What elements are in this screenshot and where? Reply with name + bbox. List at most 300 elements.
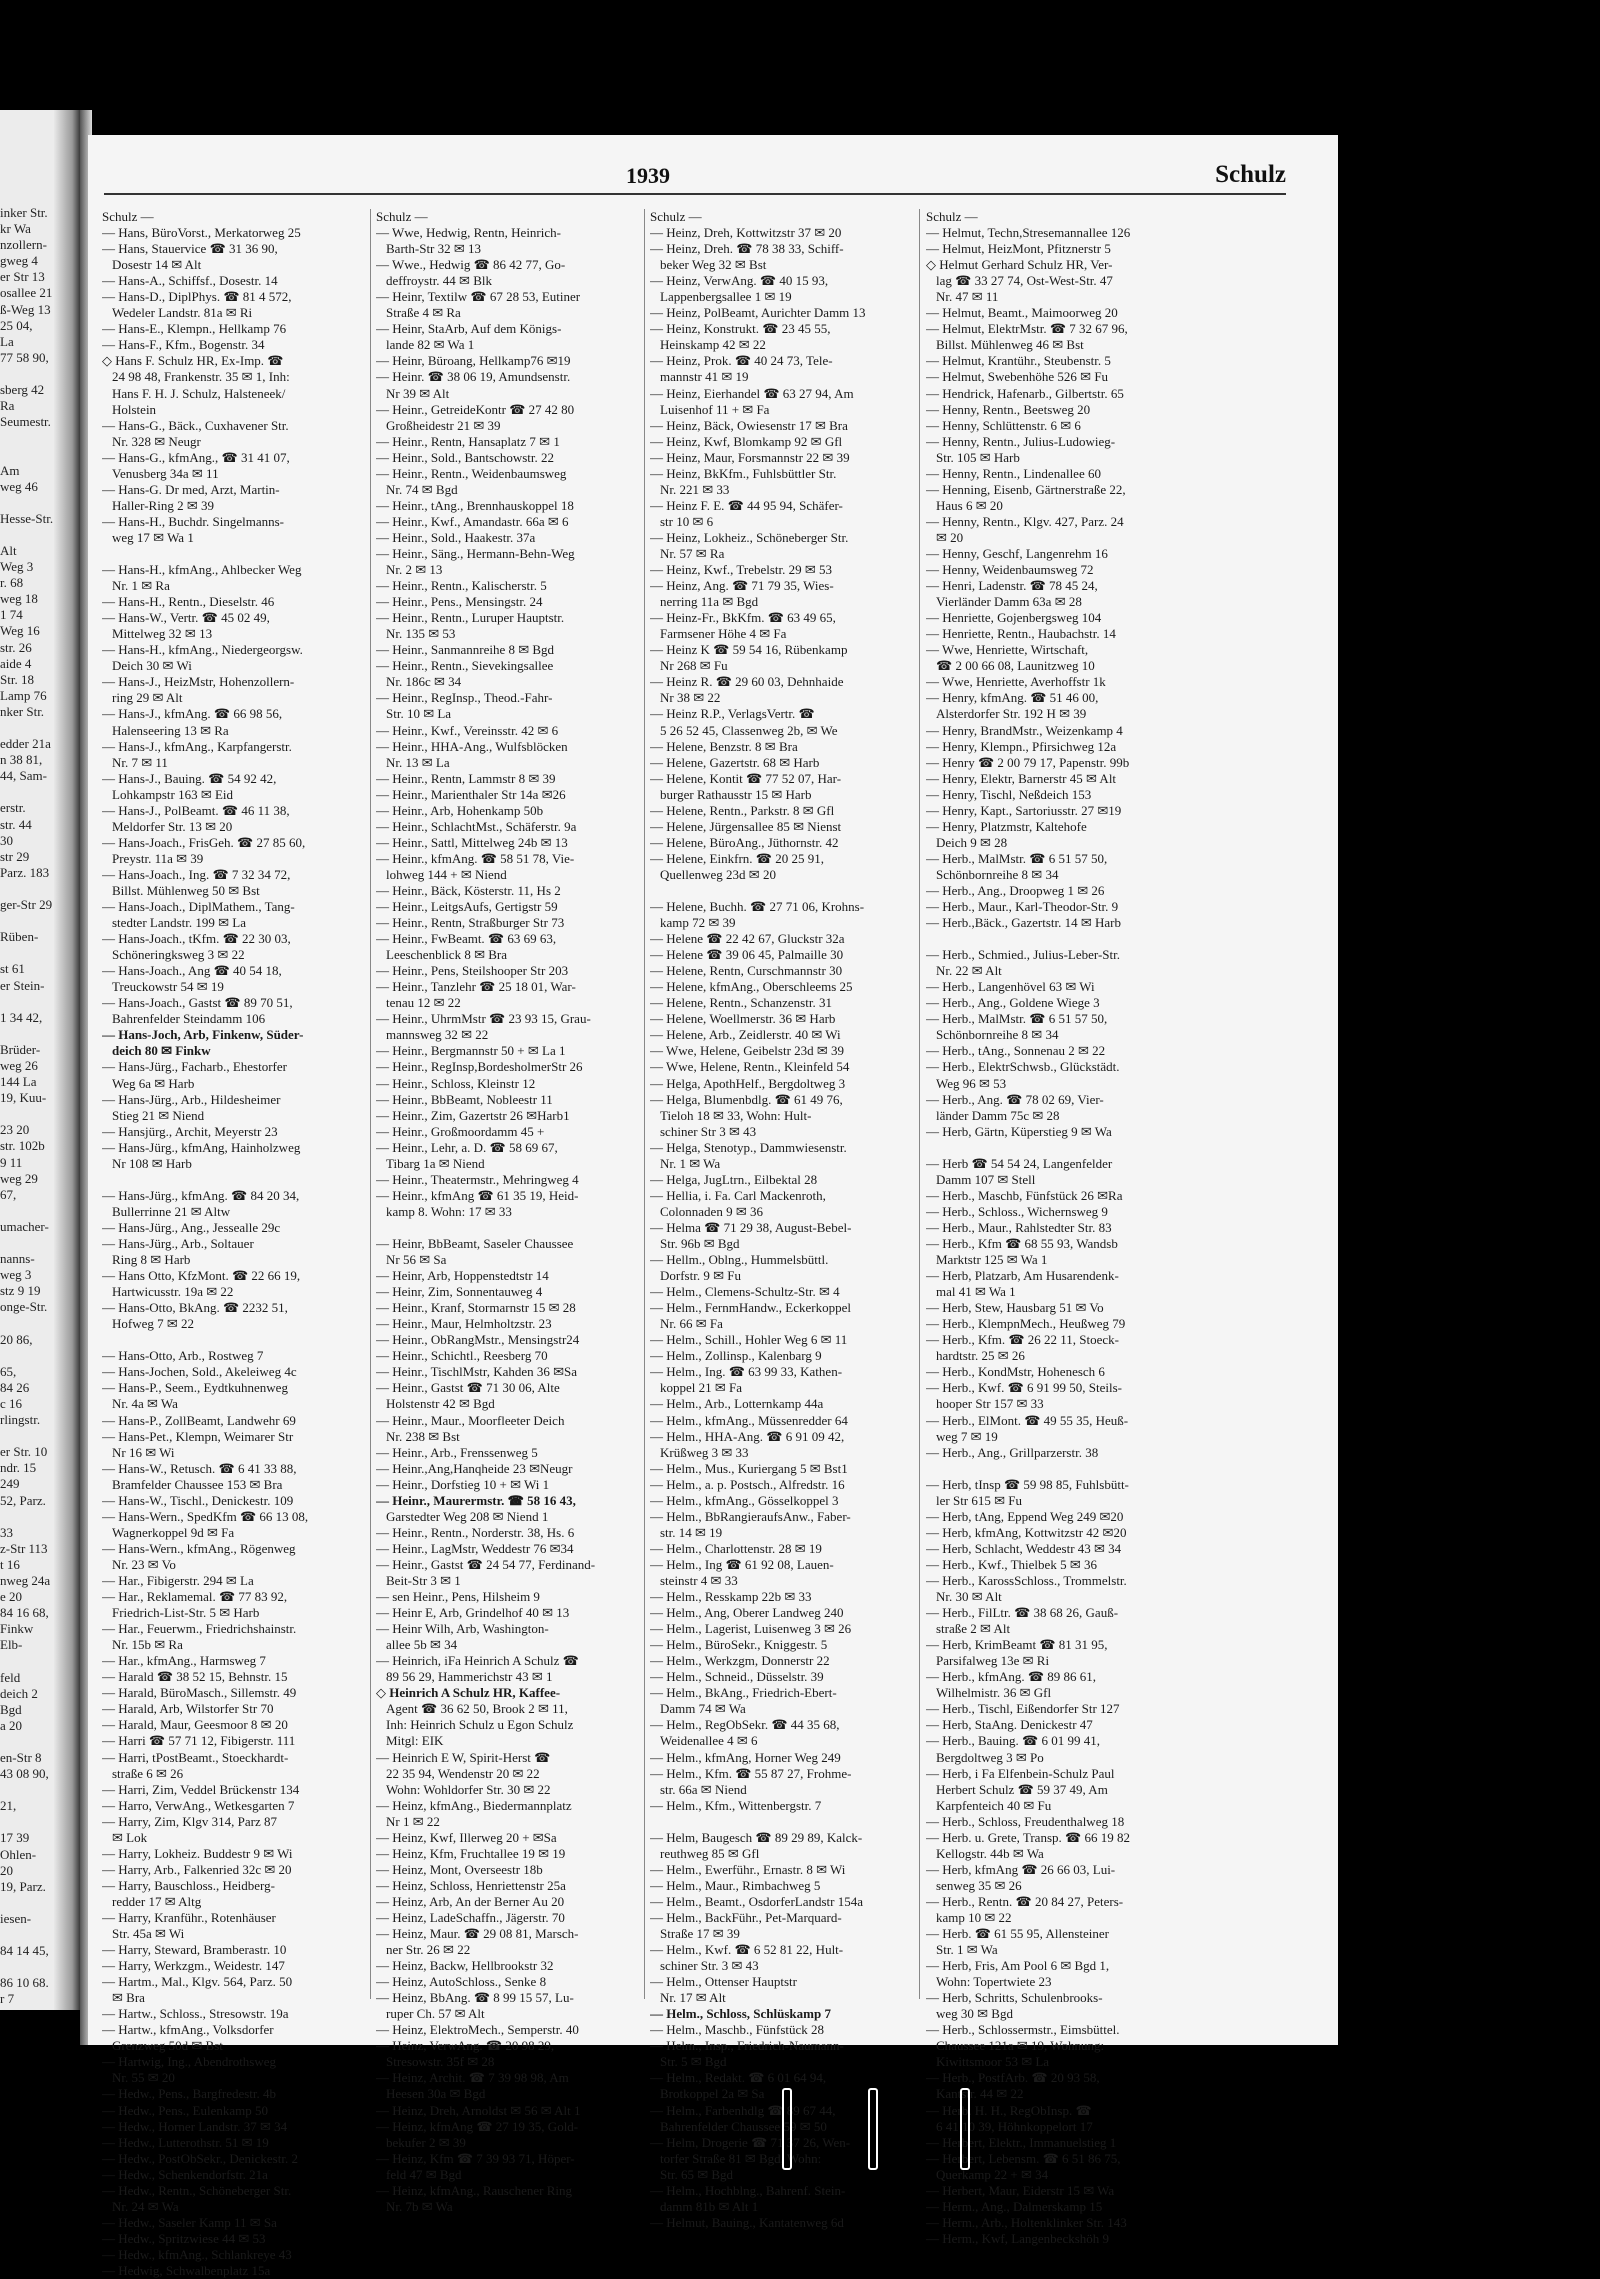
directory-entry-line: Weg 6a ✉ Harb	[112, 1075, 195, 1091]
directory-entry-line: Chaussee 121a ✉ 19, Wohnung:	[936, 2038, 1105, 2054]
directory-entry-line: — Helm., Mus., Kuriergang 5 ✉ Bst1	[650, 1460, 848, 1476]
directory-entry-line: — Heinr., Marienthaler Str 14a ✉26	[376, 786, 566, 802]
directory-entry-line: Großheidestr 21 ✉ 39	[386, 417, 501, 433]
directory-entry-line: — Helm., Farbenhdlg ☎ 89 67 44,	[650, 2102, 836, 2118]
directory-entry-line: — Helm., BackFühr., Pet-Marquard-	[650, 1909, 842, 1925]
directory-entry-line: — Helene ☎ 39 06 45, Palmaille 30	[650, 947, 844, 963]
directory-entry-line: ◇ Helmut Gerhard Schulz HR, Ver-	[926, 257, 1113, 273]
left-fragment-line: Ra	[0, 398, 15, 414]
directory-entry-line: ring 29 ✉ Alt	[112, 690, 183, 706]
directory-entry-line: — Herb., KarossSchloss., Trommelstr.	[926, 1572, 1127, 1588]
directory-entry-line: — Heinr., Pens., Mensingstr. 24	[376, 594, 543, 610]
directory-entry-line: — Har., Fibigerstr. 294 ✉ La	[102, 1572, 254, 1588]
directory-entry-line: — Herb, Schritts, Schulenbrooks-	[926, 1990, 1103, 2006]
directory-entry-line: — Henny, Weidenbaumsweg 72	[926, 562, 1094, 578]
directory-entry-line: Kantstr. 44 ✉ 22	[936, 2086, 1024, 2102]
directory-entry-line: — Herb., Kwf. ☎ 6 91 99 50, Steils-	[926, 1380, 1123, 1396]
directory-entry-line: — Heinr., LeitgsAufs, Gertigstr 59	[376, 899, 558, 915]
directory-entry-line: — Heinr., Dorfstieg 10 + ✉ Wi 1	[376, 1476, 550, 1492]
left-fragment-line: Hesse-Str.	[0, 510, 54, 526]
directory-entry-line: — Hans-J., PolBeamt. ☎ 46 11 38,	[102, 802, 290, 818]
directory-entry-line: ruper Ch. 57 ✉ Alt	[386, 2006, 485, 2022]
directory-entry-line: — Helm., Schill., Hohler Weg 6 ✉ 11	[650, 1332, 848, 1348]
directory-entry-line: — Hans-D., DiplPhys. ☎ 81 4 572,	[102, 289, 292, 305]
left-fragment-line: str. 26	[0, 639, 32, 655]
directory-entry-line: — Henry, kfmAng. ☎ 51 46 00,	[926, 690, 1099, 706]
directory-entry-line: — Harry, Arb., Falkenried 32c ✉ 20	[102, 1861, 292, 1877]
directory-entry-line: — Harry, Bauschloss., Heidberg-	[102, 1877, 275, 1893]
directory-entry-line: — Herb., tAng., Sonnenau 2 ✉ 22	[926, 1043, 1106, 1059]
left-fragment-line: 19, Kuu-	[0, 1090, 47, 1106]
directory-entry-line: Nr 1 ✉ 22	[386, 1813, 440, 1829]
directory-entry-line: — Heinr., SchlachtMst., Schäferstr. 9a	[376, 818, 577, 834]
left-fragment-line: 20 86,	[0, 1331, 33, 1347]
left-fragment-line: Seumestr.	[0, 414, 51, 430]
directory-entry-line: Damm 74 ✉ Wa	[660, 1701, 746, 1717]
left-fragment-line: Ohlen-	[0, 1846, 37, 1862]
directory-entry-line: Stresowstr. 35f ✉ 28	[386, 2054, 495, 2070]
directory-entry-line: Venusberg 34a ✉ 11	[112, 465, 219, 481]
directory-entry-line: — Herm., Ang., Dalmerskamp 15	[926, 2198, 1103, 2214]
directory-entry-line: steinstr 4 ✉ 33	[660, 1572, 738, 1588]
directory-entry-line: Nr. 74 ✉ Bgd	[386, 481, 458, 497]
directory-entry-line: — Hedw., PostObSekr., Denickestr. 2	[102, 2150, 298, 2166]
directory-entry-line: Dosestr 14 ✉ Alt	[112, 257, 202, 273]
directory-entry-line: Bullerrinne 21 ✉ Altw	[112, 1203, 231, 1219]
directory-entry-line: — Heinr., Bergmannstr 50 + ✉ La 1	[376, 1043, 566, 1059]
directory-entry-line: — Harri, Zim, Veddel Brückenstr 134	[102, 1781, 300, 1797]
directory-entry-line: — Heinr., Rentn., Luruper Hauptstr.	[376, 610, 565, 626]
directory-entry-line: — Herb., Ang., Goldene Wiege 3	[926, 995, 1100, 1011]
directory-entry-line: — Herb., Ang., Droopweg 1 ✉ 26	[926, 882, 1105, 898]
directory-entry-line: — Heinr., Schichtl., Reesberg 70	[376, 1348, 548, 1364]
directory-entry-line: Straße 17 ✉ 39	[660, 1926, 740, 1942]
left-fragment-line: 21,	[0, 1798, 17, 1814]
directory-entry-line: — Hartw., Schloss., Stresowstr. 19a	[102, 2006, 289, 2022]
left-fragment-line: n 38 81,	[0, 752, 43, 768]
directory-entry-line: — Helm., Maschb., Fünfstück 28	[650, 2022, 825, 2038]
directory-entry-line: Garstedter Weg 208 ✉ Niend 1	[386, 1508, 549, 1524]
left-fragment-line: st 61	[0, 961, 25, 977]
left-fragment-line: 23 20	[0, 1122, 30, 1138]
directory-entry-line: Krüßweg 3 ✉ 33	[660, 1444, 749, 1460]
directory-entry-line: Colonnaden 9 ✉ 36	[660, 1203, 763, 1219]
left-fragment-line: 86 10 68.	[0, 1975, 49, 1991]
directory-entry-line: — Heinr Wilh, Arb, Washington-	[376, 1621, 549, 1637]
directory-entry-line	[650, 883, 918, 899]
directory-entry-line: — Heinz, ElektroMech., Semperstr. 40	[376, 2022, 579, 2038]
directory-entry-line: — Herb, Fris, Am Pool 6 ✉ Bgd 1,	[926, 1958, 1110, 1974]
directory-entry-line: Stieg 21 ✉ Niend	[112, 1107, 205, 1123]
directory-entry-line: Hartwicusstr. 19a ✉ 22	[112, 1284, 234, 1300]
directory-entry-line: Haller-Ring 2 ✉ 39	[112, 497, 214, 513]
directory-entry-line: — Hartwig, Ing., Abendrothsweg	[102, 2054, 277, 2070]
directory-entry-line: Str. 65 ✉ Bgd	[660, 2166, 734, 2182]
directory-entry-line: — Hans-Jochen, Sold., Akeleiweg 4c	[102, 1364, 297, 1380]
directory-entry-line: Nr. 1 ✉ Wa	[660, 1155, 721, 1171]
directory-entry-line: Barth-Str 32 ✉ 13	[386, 241, 482, 257]
directory-entry-line: — Herb. ☎ 61 55 95, Allensteiner	[926, 1926, 1109, 1942]
directory-entry-line: Nr. 4a ✉ Wa	[112, 1396, 178, 1412]
directory-entry-line: — Helene, kfmAng., Oberschleems 25	[650, 979, 853, 995]
directory-entry-line: — Herb, tInsp ☎ 59 98 85, Fuhlsbütt-	[926, 1476, 1129, 1492]
directory-entry-line: — Heinr., Kwf., Vereinsstr. 42 ✉ 6	[376, 722, 559, 738]
directory-entry-line	[102, 1172, 370, 1188]
directory-entry-line: Nr. 7b ✉ Wa	[386, 2198, 453, 2214]
directory-entry-line: — Hans-J., HeizMstr, Hohenzollern-	[102, 674, 295, 690]
directory-entry-line: Nr 38 ✉ 22	[660, 690, 721, 706]
directory-entry-line: — Herbert, Elektr., Immanuelstieg 1	[926, 2134, 1117, 2150]
directory-entry-line: — Heinz, VerwAng. ☎ 40 15 93,	[650, 273, 829, 289]
directory-entry-line: — Herb, tAng, Eppend Weg 249 ✉20	[926, 1508, 1124, 1524]
left-fragment-line: kr Wa	[0, 221, 31, 237]
directory-entry-line: Alsterdorfer Str. 192 H ✉ 39	[936, 706, 1087, 722]
directory-entry-line: kamp 10 ✉ 22	[936, 1909, 1012, 1925]
directory-entry-line: torfer Straße 81 ✉ Bgd, Wohn:	[660, 2150, 822, 2166]
directory-entry-line: stedter Landstr. 199 ✉ La	[112, 915, 246, 931]
directory-entry-line: Str. 10 ✉ La	[386, 706, 452, 722]
left-fragment-line: erstr.	[0, 800, 26, 816]
directory-entry-line: Schulz —	[376, 209, 428, 224]
left-fragment-line: str. 44	[0, 816, 32, 832]
directory-entry-line: — Heinr., Sanmannreihe 8 ✉ Bgd	[376, 642, 555, 658]
left-fragment-line: Elb-	[0, 1637, 23, 1653]
directory-entry-line: Holstenstr 42 ✉ Bgd	[386, 1396, 495, 1412]
directory-entry-line: — Heinrich, iFa Heinrich A Schulz ☎	[376, 1653, 579, 1669]
left-fragment-line: osallee 21	[0, 285, 53, 301]
directory-entry-line: ☎ 2 00 66 08, Launitzweg 10	[936, 658, 1095, 674]
left-fragment-line: ß-Weg 13	[0, 301, 51, 317]
directory-entry-line: mannsweg 32 ✉ 22	[386, 1027, 489, 1043]
directory-entry-line: — Heinr., Sold., Bantschowstr. 22	[376, 449, 555, 465]
directory-entry-line: — Hans-J., kfmAng., Karpfangerstr.	[102, 738, 292, 754]
directory-entry-line: — Herb., kfmAng. ☎ 89 86 61,	[926, 1669, 1097, 1685]
directory-entry-line: straße 2 ✉ Alt	[936, 1621, 1011, 1637]
directory-entry-line: — Heinz, Kfm ☎ 7 39 93 71, Höper-	[376, 2150, 575, 2166]
directory-entry-line: — Helga, Blumenbdlg. ☎ 61 49 76,	[650, 1091, 843, 1107]
directory-entry-line: bekufer 2 ✉ 39	[386, 2134, 466, 2150]
left-fragment-line: 52, Parz.	[0, 1492, 46, 1508]
left-fragment-line: weg 29	[0, 1170, 38, 1186]
column-1	[102, 209, 370, 2279]
directory-entry-line	[926, 1140, 1194, 1156]
directory-entry-line: — Hansjürg., Archit, Meyerstr 23	[102, 1123, 278, 1139]
directory-entry-line: — Helm., Arb., Lotternkamp 44a	[650, 1396, 824, 1412]
column-divider	[919, 209, 920, 1999]
directory-entry-line: Billst. Mühlenweg 50 ✉ Bst	[112, 882, 260, 898]
directory-entry-line: — Har., kfmAng., Harmsweg 7	[102, 1653, 266, 1669]
left-fragment-line: ger-Str 29	[0, 897, 53, 913]
left-fragment-line: Weg 3	[0, 559, 34, 575]
directory-entry-line: — Henry, Tischl, Neßdeich 153	[926, 786, 1092, 802]
directory-entry-line: — Herb., Kfm. ☎ 26 22 11, Stoeck-	[926, 1332, 1119, 1348]
directory-entry-line: kamp 72 ✉ 39	[660, 915, 736, 931]
directory-entry-line: — Herb., Rentn. ☎ 20 84 27, Peters-	[926, 1893, 1124, 1909]
directory-entry-line: — Helm., Ang, Oberer Landweg 240	[650, 1605, 844, 1621]
directory-entry-line: ◇ Heinrich A Schulz HR, Kaffee-	[376, 1685, 561, 1701]
directory-entry-line: — Helene, Einkfrn. ☎ 20 25 91,	[650, 850, 824, 866]
directory-entry-line: Weg 96 ✉ 53	[936, 1075, 1007, 1091]
directory-entry-line	[926, 931, 1194, 947]
directory-entry-line: — Helm., FernmHandw., Eckerkoppel	[650, 1300, 851, 1316]
directory-entry-line: — Helm., kfmAng, Horner Weg 249	[650, 1749, 841, 1765]
directory-entry-line: — Hans-Wern., kfmAng., Rögenweg	[102, 1540, 296, 1556]
directory-page	[88, 135, 1338, 2278]
directory-entry-line: — Hans-Otto, BkAng. ☎ 2232 51,	[102, 1300, 288, 1316]
directory-entry-line: — Hans-Otto, Arb., Rostweg 7	[102, 1348, 264, 1364]
directory-entry-line: Nr. 135 ✉ 53	[386, 626, 456, 642]
directory-entry-line: — Heinz, Prok. ☎ 40 24 73, Tele-	[650, 353, 833, 369]
directory-entry-line: — Herb., Maur., Rahlstedter Str. 83	[926, 1219, 1112, 1235]
directory-entry-line: — Hans-Jürg., Facharb., Ehestorfer	[102, 1059, 287, 1075]
directory-entry-line: — Helm., Ottenser Hauptstr	[650, 1974, 797, 1990]
directory-entry-line: Meldorfer Str. 13 ✉ 20	[112, 818, 233, 834]
directory-entry-line: Bahrenfelder Chaussee 59 ✉ 50	[660, 2118, 827, 2134]
directory-entry-line: — Hedwig, Schwalbenplatz 15a	[102, 2263, 271, 2278]
directory-entry-line: weg 17 ✉ Wa 1	[112, 529, 194, 545]
column-3	[650, 209, 918, 2231]
directory-entry-line: str. 66a ✉ Niend	[660, 1781, 747, 1797]
directory-entry-line: — Harald, BüroMasch., Sillemstr. 49	[102, 1685, 297, 1701]
left-fragment-line: c 16	[0, 1395, 23, 1411]
directory-entry-line: Mitgl: EIK	[386, 1733, 444, 1749]
directory-entry-line: — Helm., kfmAng., Müssenredder 64	[650, 1412, 848, 1428]
directory-entry-line: — Henry ☎ 2 00 79 17, Papenstr. 99b	[926, 754, 1130, 770]
directory-entry-line: — Heinz F. E. ☎ 44 95 94, Schäfer-	[650, 497, 843, 513]
directory-entry-line: — Helm., Lagerist, Luisenweg 3 ✉ 26	[650, 1621, 852, 1637]
directory-entry-line: — Hans-G. Dr med, Arzt, Martin-	[102, 481, 280, 497]
directory-entry-line: — Herb., Maur., Karl-Theodor-Str. 9	[926, 899, 1119, 915]
directory-entry-line: Haus 6 ✉ 20	[936, 497, 1003, 513]
directory-entry-line: — Henry, Elektr, Barnerstr 45 ✉ Alt	[926, 770, 1117, 786]
directory-entry-line: — Heinr., Rentn., Weidenbaumsweg	[376, 465, 567, 481]
directory-entry-line: — Wwe, Helene, Rentn., Kleinfeld 54	[650, 1059, 850, 1075]
directory-entry-line: Hans F. H. J. Schulz, Halsteneek/	[112, 385, 286, 401]
directory-entry-line: — Heinr., FwBeamt. ☎ 63 69 63,	[376, 931, 557, 947]
directory-entry-line: — Heinr., Rentn., Norderstr. 38, Hs. 6	[376, 1524, 575, 1540]
directory-entry-line: — Hans-W., Vertr. ☎ 45 02 49,	[102, 610, 270, 626]
directory-entry-line: Vierländer Damm 63a ✉ 28	[936, 594, 1082, 610]
directory-entry-line: — Heinz, Maur. ☎ 29 08 81, Marsch-	[376, 1926, 579, 1942]
directory-entry-line: Schulz —	[650, 209, 702, 224]
directory-entry-line: — Herb., Bauing. ☎ 6 01 99 41,	[926, 1733, 1100, 1749]
left-fragment-line: 44, Sam-	[0, 768, 47, 784]
directory-entry-line: — Harald, Arb, Wilstorfer Str 70	[102, 1701, 274, 1717]
directory-entry-line: — Heinz, Archit. ☎ 7 39 98 98, Am	[376, 2070, 569, 2086]
left-fragment-line: 1 74	[0, 607, 23, 623]
directory-entry-line: — Helm, Baugesch ☎ 89 29 89, Kalck-	[650, 1829, 863, 1845]
directory-entry-line: ✉ Bra	[112, 1990, 145, 2006]
directory-entry-line: Bergdoltweg 3 ✉ Po	[936, 1749, 1044, 1765]
directory-entry-line: — Herb., MalMstr. ☎ 6 51 57 50,	[926, 850, 1108, 866]
directory-entry-line: Nr 39 ✉ Alt	[386, 385, 450, 401]
directory-entry-line: — Henny, Rentn., Beetsweg 20	[926, 401, 1091, 417]
left-fragment-line: r 7	[0, 1991, 15, 2007]
directory-entry-line: Schulz —	[926, 209, 978, 224]
directory-entry-line: — Herbert, Maur, Eiderstr 15 ✉ Wa	[926, 2182, 1115, 2198]
directory-entry-line: — Herb, StaAng. Denickestr 47	[926, 1717, 1093, 1733]
directory-entry-line: — Herb., MalMstr. ☎ 6 51 57 50,	[926, 1011, 1108, 1027]
directory-entry-line: — Heinr., LagMstr, Weddestr 76 ✉34	[376, 1540, 574, 1556]
directory-entry-line: — Heinr., Bäck, Kösterstr. 11, Hs 2	[376, 882, 561, 898]
directory-entry-line: lag ☎ 33 27 74, Ost-West-Str. 47	[936, 273, 1113, 289]
directory-entry-line: — Heinr, Büroang, Hellkamp76 ✉19	[376, 353, 571, 369]
directory-entry-line: Kellogstr. 44b ✉ Wa	[936, 1845, 1044, 1861]
directory-entry-line: Nr 108 ✉ Harb	[112, 1155, 192, 1171]
directory-entry-line: — Hedw., Horner Landstr. 37 ✉ 34	[102, 2118, 288, 2134]
directory-entry-line: — Heinr., Rentn, Lammstr 8 ✉ 39	[376, 770, 556, 786]
left-fragment-line: gweg 4	[0, 253, 38, 269]
directory-entry-line: feld 47 ✉ Bgd	[386, 2166, 462, 2182]
directory-entry-line: Str. 45a ✉ Wi	[112, 1926, 185, 1942]
directory-entry-line: — Helm., Schneid., Düsselstr. 39	[650, 1669, 824, 1685]
directory-entry-line: — Helene, BüroAng., Jüthornstr. 42	[650, 834, 839, 850]
directory-entry-line: — Heinr., Maurermstr. ☎ 58 16 43,	[376, 1492, 576, 1508]
directory-entry-line: kamp 8. Wohn: 17 ✉ 33	[386, 1203, 512, 1219]
directory-entry-line: — Hans-G., kfmAng., ☎ 31 41 07,	[102, 449, 290, 465]
directory-entry-line: — Heinr., Tanzlehr ☎ 25 18 01, War-	[376, 979, 576, 995]
left-fragment-line: edder 21a	[0, 736, 51, 752]
directory-entry-line: — Heinz, kfmAng., Rauschener Ring	[376, 2182, 573, 2198]
directory-entry-line: redder 17 ✉ Altg	[112, 1893, 202, 1909]
left-page-fragment	[0, 110, 80, 2010]
directory-entry-line: — Herbert, Lebensm. ☎ 6 51 86 75,	[926, 2150, 1121, 2166]
directory-entry-line: Schulz —	[102, 209, 154, 224]
directory-entry-line: — Henny, Rentn., Klgv. 427, Parz. 24	[926, 513, 1124, 529]
directory-entry-line: Tibarg 1a ✉ Niend	[386, 1155, 485, 1171]
left-fragment-line: Lamp 76	[0, 687, 47, 703]
directory-entry-line: — Helga, ApothHelf., Bergdoltweg 3	[650, 1075, 846, 1091]
directory-entry-line: — Henny, Schlüttenstr. 6 ✉ 6	[926, 417, 1081, 433]
directory-entry-line: — Helma ☎ 71 29 38, August-Bebel-	[650, 1219, 852, 1235]
directory-entry-line: — Hans-A., Schiffsf., Dosestr. 14	[102, 273, 278, 289]
directory-entry-line: 6 41 10 39, Höhnkoppelort 17	[936, 2118, 1093, 2134]
directory-entry-line: straße 6 ✉ 26	[112, 1765, 184, 1781]
left-fragment-line: nker Str.	[0, 703, 45, 719]
directory-entry-line: Bramfelder Chaussee 153 ✉ Bra	[112, 1476, 283, 1492]
directory-entry-line: Nr. 186c ✉ 34	[386, 674, 462, 690]
directory-entry-line: — Hans-Joch, Arb, Finkenw, Süder-	[102, 1027, 304, 1043]
directory-entry-line: — Helm., Hochblng., Bahrenf. Stein-	[650, 2182, 846, 2198]
column-2	[376, 209, 644, 2215]
directory-entry-line: — Heinz, Lokheiz., Schöneberger Str.	[650, 529, 849, 545]
directory-entry-line: — Heinz, BkKfm., Fuhlsbüttler Str.	[650, 465, 837, 481]
directory-entry-line: — Helm., Ing ☎ 61 92 08, Lauen-	[650, 1556, 834, 1572]
directory-entry-line: — Harro, VerwAng., Wetkesgarten 7	[102, 1797, 295, 1813]
directory-entry-line: — Helene, Kontit ☎ 77 52 07, Har-	[650, 770, 842, 786]
scan-mark	[782, 2088, 792, 2170]
left-fragment-line: str 29	[0, 848, 30, 864]
directory-entry-line: — Heinr., Sold., Haakestr. 37a	[376, 529, 536, 545]
directory-entry-line: — Wwe., Hedwig ☎ 86 42 77, Go-	[376, 257, 566, 273]
page-gutter	[54, 110, 80, 2010]
directory-entry-line: Leeschenblick 8 ✉ Bra	[386, 947, 507, 963]
directory-entry-line: senweg 35 ✉ 26	[936, 1877, 1022, 1893]
directory-entry-line: Beit-Str 3 ✉ 1	[386, 1572, 461, 1588]
left-fragment-line: er Stein-	[0, 977, 45, 993]
left-fragment-line: 67,	[0, 1186, 17, 1202]
directory-entry-line: Str. 96b ✉ Bgd	[660, 1236, 740, 1251]
directory-entry-line: Tieloh 18 ✉ 33, Wohn: Hult-	[660, 1107, 812, 1123]
directory-entry-line: Deich 9 ✉ 28	[936, 834, 1008, 850]
left-fragment-line: t 16	[0, 1556, 20, 1572]
directory-entry-line: — Helm., RegObSekr. ☎ 44 35 68,	[650, 1717, 840, 1733]
directory-entry-line: — Heinz, VerwAng. ☎ 20 98 29,	[376, 2038, 555, 2054]
scan-mark	[868, 2088, 878, 2170]
directory-entry-line: — Hans-H., Rentn., Dieselstr. 46	[102, 594, 275, 610]
directory-entry-line: — Henry, BrandMstr., Weizenkamp 4	[926, 722, 1123, 738]
left-fragment-line: Rüben-	[0, 929, 39, 945]
directory-entry-line: Lappenbergsallee 1 ✉ 19	[660, 289, 792, 305]
directory-entry-line: — Helene, Woellmerstr. 36 ✉ Harb	[650, 1011, 836, 1027]
directory-entry-line	[102, 546, 370, 562]
directory-entry-line: — Heinr., Gastst ☎ 71 30 06, Alte	[376, 1380, 560, 1396]
directory-entry-line: — Helmut, Techn,Stresemannallee 126	[926, 225, 1131, 241]
left-fragment-line: er Str. 10	[0, 1444, 48, 1460]
directory-entry-line: Treuckowstr 54 ✉ 19	[112, 979, 224, 995]
running-head: Schulz	[1215, 161, 1286, 188]
directory-entry-line: — Hans-Joach., DiplMathem., Tang-	[102, 899, 295, 915]
column-4	[926, 209, 1194, 2247]
directory-entry-line: — Herb., Kfm ☎ 68 55 93, Wandsb	[926, 1236, 1118, 1251]
directory-entry-line: Nr. 23 ✉ Vo	[112, 1556, 176, 1572]
directory-entry-line: — Harry, Zim, Klgv 314, Parz 87	[102, 1813, 277, 1829]
directory-entry-line: reuthweg 85 ✉ Gfl	[660, 1845, 760, 1861]
left-fragment-line: en-Str 8	[0, 1750, 42, 1765]
directory-entry-line: — Helm., Ewerführ., Ernastr. 8 ✉ Wi	[650, 1861, 846, 1877]
directory-entry-line: hardtstr. 25 ✉ 26	[936, 1348, 1025, 1364]
directory-entry-line: — Herb., Schloss, Freudenthalweg 18	[926, 1813, 1125, 1829]
directory-entry-line: — Heinr., BbBeamt, Nobleestr 11	[376, 1091, 553, 1107]
directory-entry-line: Nr 16 ✉ Wi	[112, 1444, 175, 1460]
left-fragment-line: str. 102b	[0, 1138, 45, 1154]
directory-entry-line: Str. 1 ✉ Wa	[936, 1942, 998, 1958]
directory-entry-line: mal 41 ✉ Wa 1	[936, 1284, 1016, 1300]
directory-entry-line: — Herb., PostfArb. ☎ 20 93 58,	[926, 2070, 1100, 2086]
directory-entry-line: — Heinr., Rentn., Kalischerstr. 5	[376, 578, 547, 594]
directory-entry-line: — Heinr., Zim, Gazertstr 26 ✉Harb1	[376, 1107, 570, 1123]
left-fragment-line: 9 11	[0, 1154, 23, 1170]
directory-entry-line: — Helene, Buchh. ☎ 27 71 06, Krohns-	[650, 899, 865, 915]
directory-entry-line: — Heinz, Kwf, Blomkamp 92 ✉ Gfl	[650, 433, 843, 449]
directory-entry-line: — Helene, Rentn., Parkstr. 8 ✉ Gfl	[650, 802, 835, 818]
directory-entry-line: burger Rathausstr 15 ✉ Harb	[660, 786, 812, 802]
directory-entry-line: 22 35 94, Wendenstr 20 ✉ 22	[386, 1765, 540, 1781]
directory-entry-line: — Heinr., Großmoordamm 45 +	[376, 1123, 545, 1139]
directory-entry-line: Nr. 13 ✉ La	[386, 754, 450, 770]
directory-entry-line: — Heinr, StaArb, Auf dem Königs-	[376, 321, 562, 337]
directory-entry-line: — Herb., KlempnMech., Heußweg 79	[926, 1316, 1126, 1332]
directory-entry-line: — Herb. u. Grete, Transp. ☎ 66 19 82	[926, 1829, 1130, 1845]
directory-entry-line: — Heinz, Mont, Overseestr 18b	[376, 1861, 543, 1877]
directory-entry-line: Herbert Schulz ☎ 59 37 49, Am	[936, 1781, 1108, 1797]
directory-entry-line: — Hartm., Mal., Klgv. 564, Parz. 50	[102, 1974, 293, 1990]
left-fragment-line: feld	[0, 1669, 21, 1685]
directory-entry-line: Grenzweg 50d ✉ Bst	[112, 2038, 223, 2054]
directory-entry-line: — Herb., ElMont. ☎ 49 55 35, Heuß-	[926, 1412, 1129, 1428]
directory-entry-line: — Hans-W., Retusch. ☎ 6 41 33 88,	[102, 1460, 297, 1476]
directory-entry-line: — Hans-Joach., Ing. ☎ 7 32 34 72,	[102, 866, 291, 882]
directory-entry-line: — Heinz, LadeSchaffn., Jägerstr. 70	[376, 1909, 565, 1925]
directory-entry-line: — Heinr., Lehr, a. D. ☎ 58 69 67,	[376, 1139, 558, 1155]
left-fragment-line: iesen-	[0, 1910, 32, 1926]
directory-entry-line: — Helmut, Krantühr., Steubenstr. 5	[926, 353, 1111, 369]
directory-entry-line: — Heinr., Arb, Hohenkamp 50b	[376, 802, 544, 818]
directory-entry-line: — Herb., Schmied., Julius-Leber-Str.	[926, 947, 1120, 963]
directory-entry-line: — Heinz, Kwf., Trebelstr. 29 ✉ 53	[650, 562, 833, 578]
directory-entry-line: — Henny, Geschf, Langenrehm 16	[926, 545, 1108, 561]
directory-entry-line: — Hans-J., Bauing. ☎ 54 92 42,	[102, 770, 277, 786]
